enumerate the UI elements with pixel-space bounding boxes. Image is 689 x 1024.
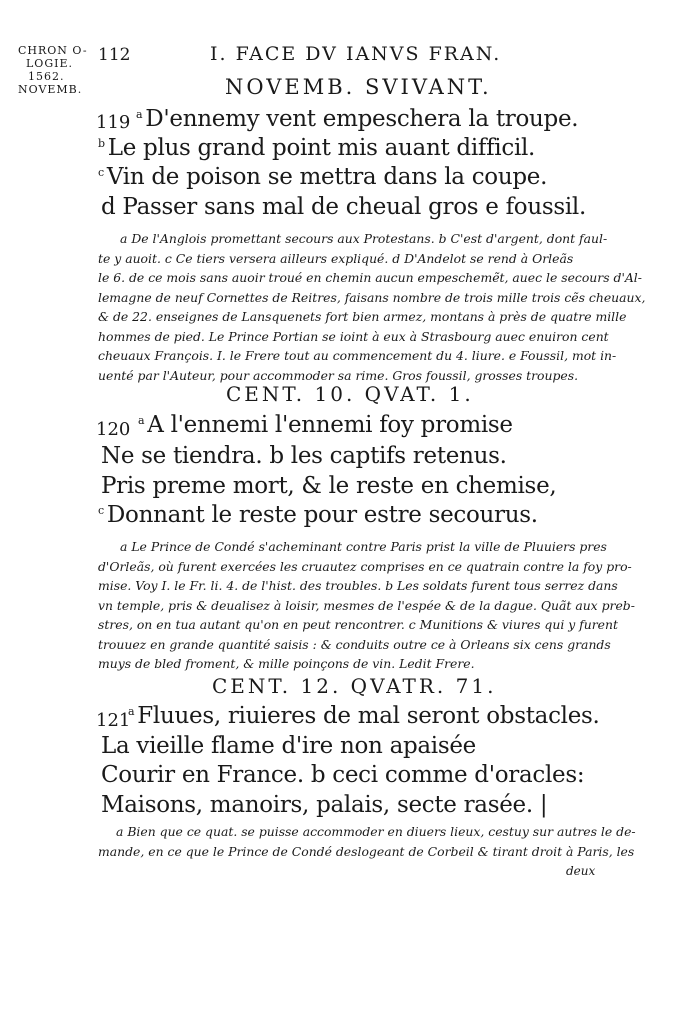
footnote-line: le 6. de ce mois sans auoir troué en chemin aucun empeschemẽt, auec le secours d'Al-	[98, 270, 642, 285]
verse-line	[136, 106, 578, 132]
footnote-block	[98, 229, 645, 385]
footnote-line: lemagne de neuf Cornettes de Reitres, faisans nombre de trois mille trois cẽs cheuaux,	[98, 289, 646, 305]
section-heading: CENT. 10. QVAT. 1.	[226, 382, 474, 406]
footnote-line: cheuaux François. I. le Frere tout au commencement du 4. liure. e Foussil, mot in-	[98, 348, 617, 363]
verse-line	[98, 762, 584, 788]
section-heading: CENT. 12. QVATR. 71.	[212, 674, 497, 698]
note-mark: a	[138, 414, 145, 427]
verse-text: A l'ennemi l'ennemi foy promise	[147, 412, 513, 438]
footnote-line: hommes de pied. Le Prince Portian se ioint à eux à Strasbourg auec enuiron cent	[98, 328, 609, 344]
note-mark: b	[98, 137, 105, 150]
quatrain-number: 119	[96, 112, 131, 133]
running-title: I. FACE DV IANVS FRAN.	[210, 43, 502, 65]
margin-note	[18, 44, 88, 96]
verse-text: Fluues, riuieres de mal seront obstacles.	[137, 703, 600, 729]
verse-text: Ne se tiendra. b les captifs retenus.	[101, 443, 507, 469]
verse-text: Courir en France. b ceci comme d'oracles:	[101, 762, 585, 788]
footnote-line: mise. Voy I. le Fr. li. 4. de l'hist. des troubles. b Les soldats furent tous serrez dans	[98, 578, 618, 593]
page-number: 112	[98, 45, 131, 65]
footnote-line: d'Orleãs, où furent exercées les cruautez comprises en ce quatrain contre la foy pro-	[98, 558, 632, 574]
verse-line	[128, 703, 600, 729]
footnote-line: mande, en ce que le Prince de Condé deslogeant de Corbeil & tirant droit à Paris, les	[98, 843, 635, 859]
footnote-line: trouuez en grande quantité saisis : & conduits outre ce à Orleans six cens grands	[98, 636, 611, 652]
footnote-line: vn temple, pris & deualisez à loisir, mesmes de l'espée & de la dague. Quãt aux preb-	[98, 597, 635, 613]
note-mark: a	[128, 705, 135, 718]
note-mark: c	[98, 166, 104, 179]
verse-text: Donnant le reste pour estre secourus.	[106, 502, 538, 528]
footnote-line: stres, on en tua autant qu'on en peut rencontrer. c Munitions & viures qui y furent	[98, 617, 618, 632]
verse-text: Le plus grand point mis auant difficil.	[107, 135, 536, 161]
footnote-line: & de 22. enseignes de Lansquenets fort bien armez, montans à près de quatre mille	[98, 309, 627, 324]
catchword: deux	[566, 864, 596, 878]
footnote-line: uenté par l'Auteur, pour accommoder sa rime. Gros foussil, grosses troupes.	[98, 367, 579, 383]
verse-text: Maisons, manoirs, palais, secte rasée. |	[101, 792, 548, 818]
verse-text: Pris preme mort, & le reste en chemise,	[101, 473, 557, 499]
verse-line	[98, 473, 556, 499]
footnote-line: a Bien que ce quat. se puisse accommoder en diuers lieux, cestuy sur autres le de-	[116, 824, 636, 839]
footnote-line: a De l'Anglois promettant secours aux Protestans. b C'est d'argent, dont faul-	[120, 231, 608, 246]
note-mark: c	[98, 504, 104, 517]
verse-text: Vin de poison se mettra dans la coupe.	[106, 164, 548, 190]
margin-line: LOGIE.	[26, 57, 73, 70]
verse-line	[98, 135, 535, 161]
margin-line: 1562.	[28, 70, 65, 83]
footnote-line: muys de bled froment, & mille poinçons de vin. Ledit Frere.	[98, 656, 475, 671]
verse-line	[138, 412, 513, 438]
verse-line	[98, 164, 547, 190]
footnote-line: a Le Prince de Condé s'acheminant contre Paris prist la ville de Pluuiers pres	[120, 539, 607, 554]
verse-text: d Passer sans mal de cheual gros e foussil.	[101, 194, 586, 220]
margin-line: CHRON O-	[18, 44, 88, 57]
verse-line	[98, 792, 547, 818]
quatrain-number: 120	[96, 419, 131, 440]
verse-line	[98, 733, 476, 759]
verse-line	[98, 194, 586, 220]
verse-text: La vieille flame d'ire non apaisée	[101, 733, 476, 759]
footnote-block	[98, 537, 635, 674]
footnote-line: te y auoit. c Ce tiers versera ailleurs expliqué. d D'Andelot se rend à Orleãs	[98, 250, 574, 266]
margin-line: NOVEMB.	[18, 83, 83, 96]
verse-line	[98, 502, 538, 528]
note-mark: a	[136, 108, 143, 121]
verse-line	[98, 443, 507, 469]
verse-text: D'ennemy vent empeschera la troupe.	[145, 106, 579, 132]
month-heading: NOVEMB. SVIVANT.	[225, 75, 492, 99]
footnote-block	[98, 822, 636, 861]
quatrain-number: 121	[96, 710, 131, 731]
